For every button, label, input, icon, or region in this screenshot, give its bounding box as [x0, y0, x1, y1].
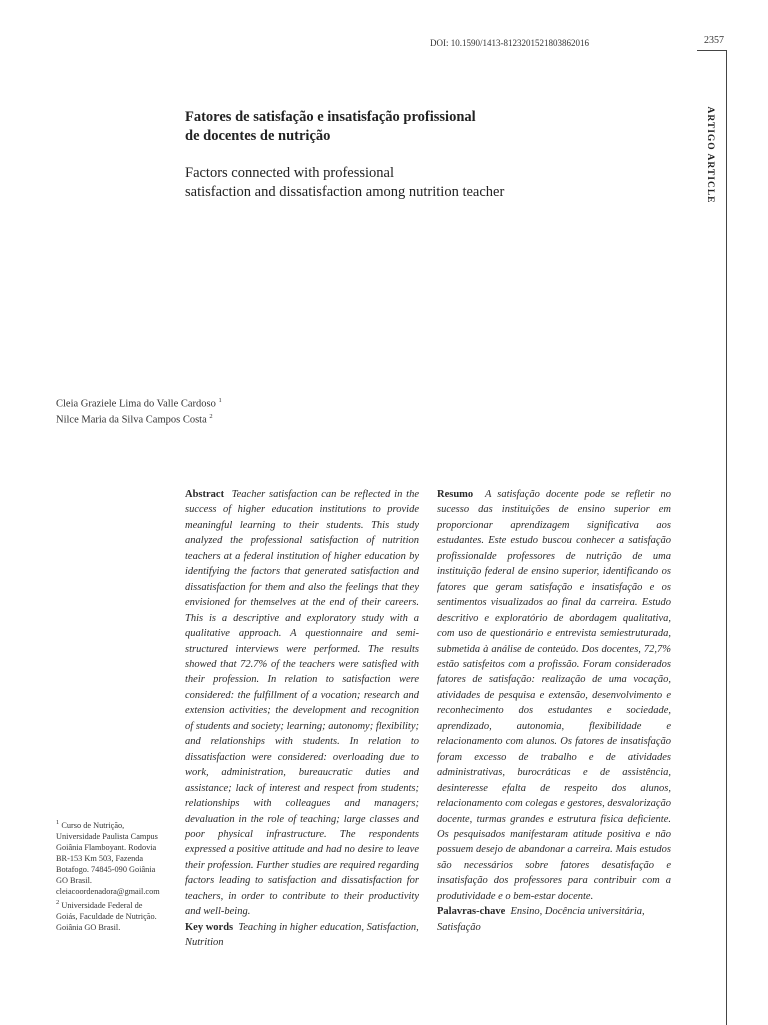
title-en-line-1: Factors connected with professional — [185, 165, 394, 181]
author-1-name: Cleia Graziele Lima do Valle Cardoso — [56, 398, 216, 410]
author-2-name: Nilce Maria da Silva Campos Costa — [56, 414, 207, 426]
author-2-sup: 2 — [209, 413, 213, 420]
affiliation-2-sup: 2 — [56, 899, 60, 907]
resumo-paragraph — [437, 487, 671, 904]
article-type-label: ARTIGO ARTICLE — [705, 106, 715, 204]
page-number: 2357 — [704, 35, 724, 46]
margin-rule-vertical — [726, 50, 727, 1025]
abstract-keywords — [185, 920, 419, 951]
header-rule-horizontal — [697, 50, 727, 51]
affiliation-1-sup: 1 — [56, 819, 60, 826]
affiliations — [56, 817, 164, 933]
palavras-chave-label: Palavras-chave — [437, 906, 506, 918]
title-en-line-2: satisfaction and dissatisfaction among nutrition teacher — [185, 184, 505, 200]
abstract-paragraph — [185, 487, 419, 920]
resumo-text: A satisfação docente pode se refletir no sucesso das instituições de ensino superior em proporcionar aprendizagem significativa aos estudantes. Este estudo buscou conhecer a satisfação profissionalde professores de nutrição de uma instituição federal de ensino superior, identificando os fatores que geram satisfação e insatisfação e os sentimentos visualizados ao final da carreira. Estudo descritivo e exploratório de abordagem qualitativa, com uso de questionário e entrevista semiestruturada, submetida à análise de conteúdo. Dos docentes, 72,7% estão satisfeitos com a profissão. Foram considerados fatores de satisfação: realização de uma vocação, atividades de pesquisa e extensão, desenvolvimento e reconhecimento dos estudantes e sociedade, aprendizado, autonomia, flexibilidade e relacionamento com alunos. Os fatores de insatisfação foram excesso de trabalho e de atividades administrativas, burocráticas e de assistência, desinteresse efalta de respeito dos alunos, relacionamento com colegas e gestores, desvalorização docente, turmas grandes e estrutura física deficiente. Os pesquisados manifestaram atitude positiva e não possuem desejo de abandonar a carreira. Mais estudos são necessários sobre fatores desatisfação e insatisfação dos professores para contribuir com a produtividade e o bem-estar docente. — [437, 489, 671, 902]
title-english — [185, 164, 645, 202]
palavras-chave-text: Ensino, Docência universitária, Satisfação — [437, 906, 645, 933]
affiliation-1-text: Curso de Nutrição, Universidade Paulista Campus Goiânia Flamboyant. Rodovia BR-153 Km 503, Fazenda Botafogo. 74845-090 Goiânia GO Brasil. cleiacoordenadora@gmail.com — [56, 820, 160, 897]
abstract-label: Abstract — [185, 489, 225, 500]
abstract-text: Teacher satisfaction can be reflected in the success of higher education institutions to provide meaningful learning to their students. This study analyzed the professional satisfaction of nutrition teachers at a federal institution of higher education by identifying the factors that generated satisfaction and dissatisfaction for them and also the feelings that they envisioned for themselves at the end of their careers. This is a descriptive and exploratory study with a qualitative approach. A questionnaire and semi-structured interviews were performed. The results showed that 72.7% of the teachers were satisfied with their profession. In relation to satisfaction were considered: the fulfillment of a vocation; research and extension activities; the development and recognition of students and society; learning; autonomy; flexibility; and relationships with students. In relation to dissatisfaction were considered: overloading due to work, administration, bureaucratic duties and assistance; lack of interest and respect from students; relationships with colleagues and managers; devaluation in the role of teaching; large classes and poor physical infrastructure. The respondents expressed a positive attitude and had no desire to leave their profession. Further studies are required regarding factors leading to satisfaction and dissatisfaction for teachers, in order to contribute to their productivity and well-being. — [185, 489, 419, 918]
abstract-column — [185, 487, 419, 951]
keywords-text: Teaching in higher education, Satisfaction, Nutrition — [185, 921, 419, 949]
resumo-label: Resumo — [437, 489, 474, 500]
affiliation-1 — [56, 817, 164, 897]
affiliation-2-text: Universidade Federal de Goiás, Faculdade de Nutrição. Goiânia GO Brasil. — [56, 901, 157, 933]
affiliation-2 — [56, 897, 164, 933]
resumo-column — [437, 487, 671, 935]
author-2 — [56, 413, 213, 426]
author-1 — [56, 397, 222, 410]
keywords-label: Key words — [185, 921, 234, 933]
author-1-sup: 1 — [218, 397, 222, 404]
title-portuguese — [185, 108, 645, 146]
title-pt-line-2: de docentes de nutrição — [185, 128, 331, 144]
title-pt-line-1: Fatores de satisfação e insatisfação profissional — [185, 109, 476, 125]
doi-text: DOI: 10.1590/1413-812320152180386​2016 — [430, 38, 589, 48]
resumo-keywords — [437, 904, 671, 935]
